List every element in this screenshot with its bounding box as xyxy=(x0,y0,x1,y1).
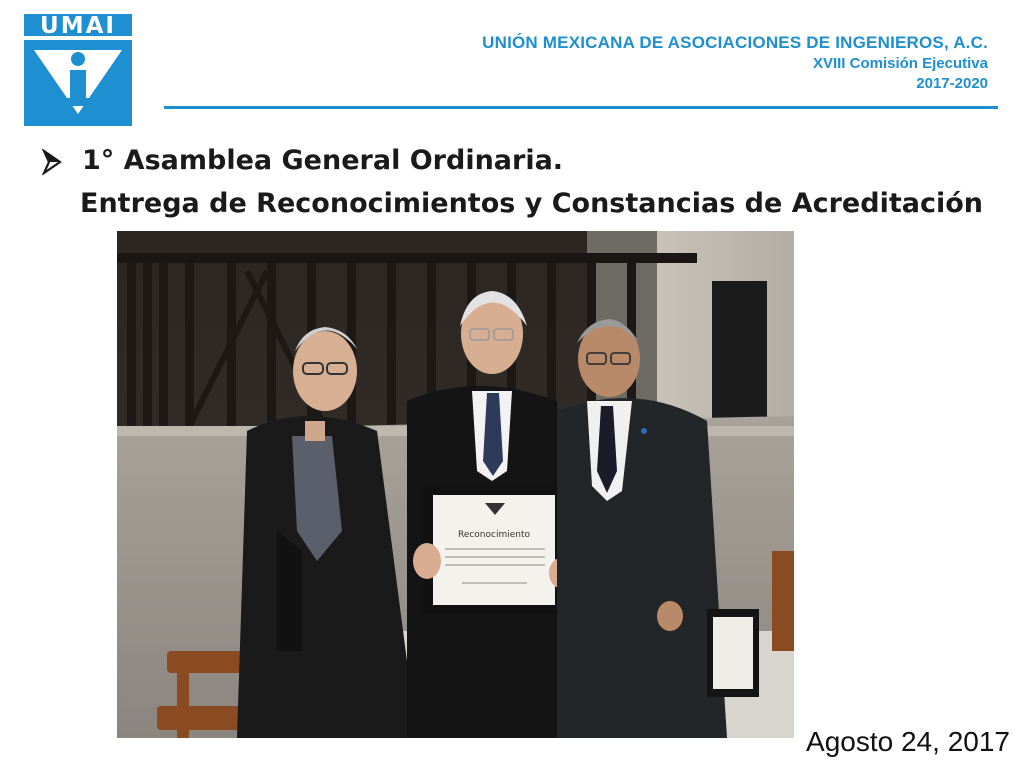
organization-header xyxy=(482,32,988,94)
period-label: 2017-2020 xyxy=(916,75,988,92)
title-line-1: 1° Asamblea General Ordinaria. xyxy=(82,145,564,176)
organization-name: UNIÓN MEXICANA DE ASOCIACIONES DE INGENIEROS, A.C. xyxy=(482,33,988,52)
title-line-1-row xyxy=(42,142,983,180)
arrow-bullet-icon xyxy=(42,148,62,174)
event-date: Agosto 24, 2017 xyxy=(806,726,1010,757)
title-line-2: Entrega de Reconocimientos y Constancias de Acreditación xyxy=(80,188,983,219)
umai-logo-icon xyxy=(24,14,132,126)
header-divider xyxy=(164,106,998,109)
slide-title xyxy=(42,142,983,224)
event-photo xyxy=(117,231,794,738)
commission-label: XVIII Comisión Ejecutiva xyxy=(812,55,988,72)
certificate-title: Reconocimiento xyxy=(457,530,531,540)
svg-text:UMAI: UMAI xyxy=(40,14,116,39)
